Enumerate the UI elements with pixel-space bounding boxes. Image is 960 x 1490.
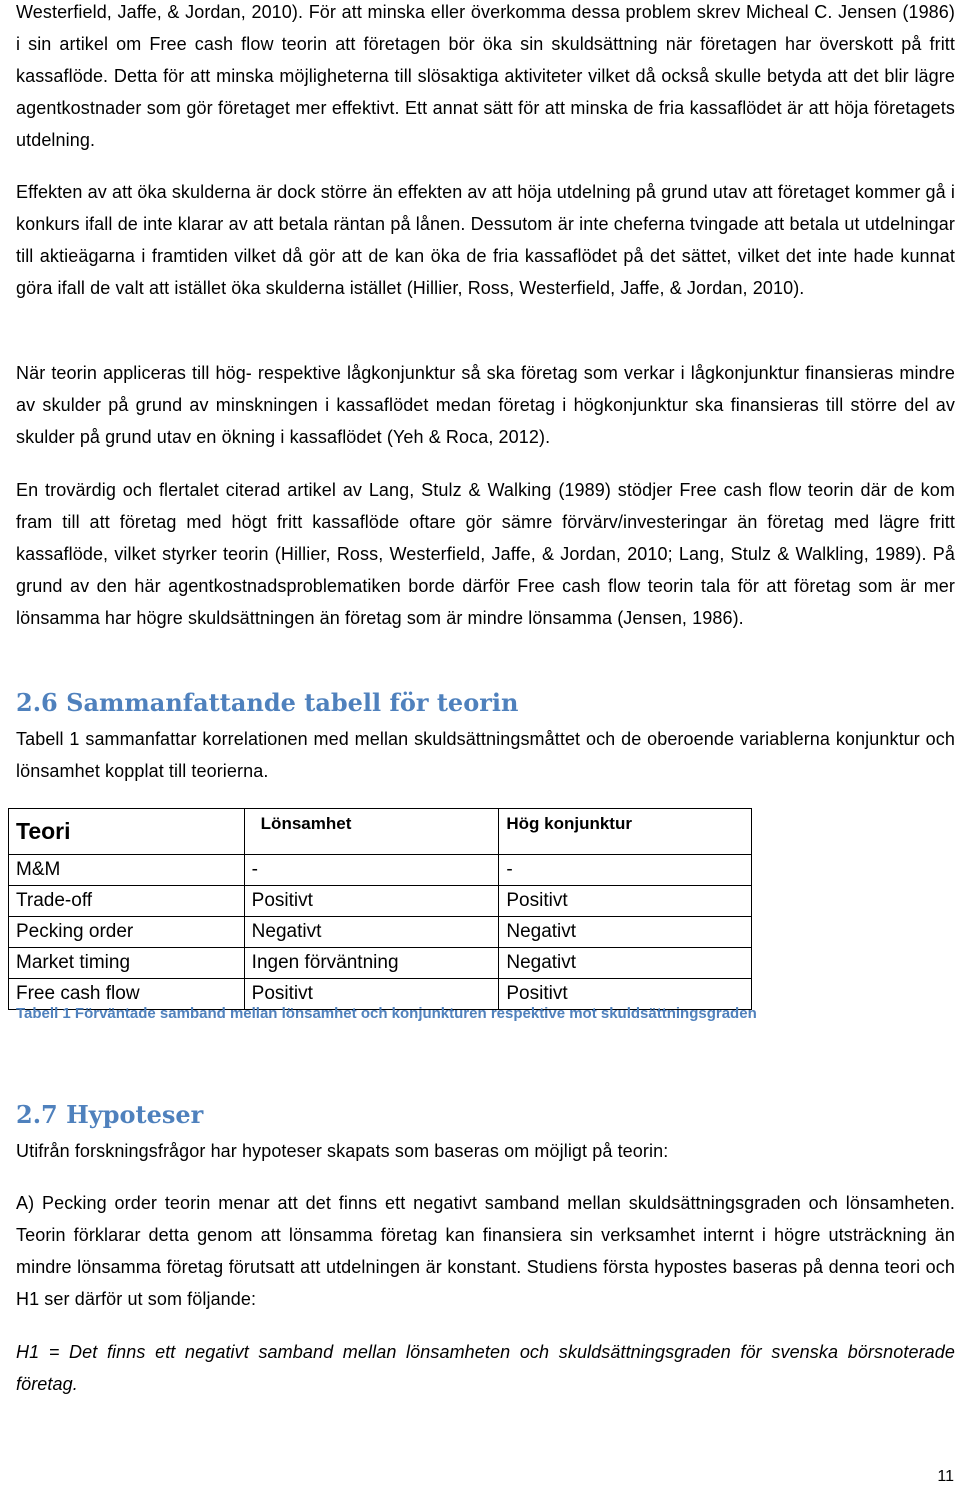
hypothesis-h1: H1 = Det finns ett negativt samband mellan lönsamheten och skuldsättningsgraden för svenska börsnoterade företag. [16,1342,955,1394]
table-header-row [9,809,752,855]
paragraph-free-cash-flow-intro: Westerfield, Jaffe, & Jordan, 2010). För att minska eller överkomma dessa problem skrev Micheal C. Jensen (1986) i sin artikel om Free cash flow teorin att företagen bör öka sin skuldsättning när företagen har överskott på fritt kassaflöde. Detta för att minska möjligheterna till slösaktiga aktiviteter vilket då också skulle betyda att det blir lägre agentkostnader som gör företaget mer effektivt. Ett annat sätt för att minska de fria kassaflödet är att höja företagets utdelning. [16,2,955,150]
section-heading-2-6: 2.6 Sammanfattande tabell för teorin [16,688,519,717]
cell-theory: M&M [9,855,245,886]
cell-theory: Trade-off [9,886,245,917]
page-number: 11 [937,1468,954,1485]
paragraph-pecking-order: A) Pecking order teorin menar att det finns ett negativt samband mellan skuldsättningsgraden och lönsamheten. Teorin förklarar detta genom att lönsamma företag kan finansiera sin verksamhet internt i högre utsträckning än mindre lönsamma företag förutsatt att utdelningen är konstant. Studiens första hypostes baseras på denna teori och H1 ser därför ut som följande: [16,1193,955,1309]
table-row [9,886,752,917]
cell-konjunktur: Positivt [499,886,752,917]
header-lonsamhet: Lönsamhet [244,809,499,855]
table-row [9,948,752,979]
section-heading-2-7: 2.7 Hypoteser [16,1100,204,1129]
cell-lonsamhet: Negativt [244,917,499,948]
cell-lonsamhet: Positivt [244,979,499,1010]
table-caption: Tabell 1 Förväntade samband mellan lönsamhet och konjunkturen respektive mot skuldsättningsgraden [16,1005,757,1022]
cell-lonsamhet: - [244,855,499,886]
cell-konjunktur: Negativt [499,917,752,948]
header-hog-konjunktur: Hög konjunktur [499,809,752,855]
cell-konjunktur: Negativt [499,948,752,979]
table-row [9,917,752,948]
table-row [9,855,752,886]
cell-konjunktur: - [499,855,752,886]
cell-theory: Free cash flow [9,979,245,1010]
cell-theory: Pecking order [9,917,245,948]
header-teori: Teori [9,809,245,855]
paragraph-effekten: Effekten av att öka skulderna är dock större än effekten av att höja utdelning på grund utav att företaget kommer gå i konkurs ifall de inte klarar av att betala räntan på lånen. Dessutom är inte cheferna tvingade att betala ut utdelningar till aktieägarna i framtiden vilket då gör att de kan öka de fria kassaflödet på det sättet, vilket det inte hade kunnat göra ifall de valt att istället öka skulderna istället (Hillier, Ross, Westerfield, Jaffe, & Jordan, 2010). [16,182,955,298]
paragraph-lang-stulz-walking: En trovärdig och flertalet citerad artikel av Lang, Stulz & Walking (1989) stödjer Free cash flow teorin där de kom fram till att företag med högt fritt kassaflöde oftare gör sämre förvärv/investeringar än företag med lägre fritt kassaflöde, vilket styrker teorin (Hillier, Ross, Westerfield, Jaffe, & Jordan, 2010; Lang, Stulz & Walkling, 1989). På grund av den här agentkostnadsproblematiken borde därför Free cash flow teorin tala för att företag som är mer lönsamma har högre skuldsättningen än företag som är mindre lönsamma (Jensen, 1986). [16,480,955,628]
cell-lonsamhet: Positivt [244,886,499,917]
theory-summary-table [8,808,752,1010]
hypotheses-intro: Utifrån forskningsfrågor har hypoteser skapats som baseras om möjligt på teorin: [16,1141,669,1161]
cell-theory: Market timing [9,948,245,979]
paragraph-konjunktur: När teorin appliceras till hög- respektive lågkonjunktur så ska företag som verkar i lågkonjunktur finansieras mindre av skulder på grund av minskningen i kassaflödet medan företag i högkonjunktur ska finansieras till större del av skulder på grund utav en ökning i kassaflödet (Yeh & Roca, 2012). [16,363,955,447]
cell-konjunktur: Positivt [499,979,752,1010]
table-intro-paragraph: Tabell 1 sammanfattar korrelationen med mellan skuldsättningsmåttet och de oberoende variablerna konjunktur och lönsamhet kopplat till teorierna. [16,729,955,781]
cell-lonsamhet: Ingen förväntning [244,948,499,979]
